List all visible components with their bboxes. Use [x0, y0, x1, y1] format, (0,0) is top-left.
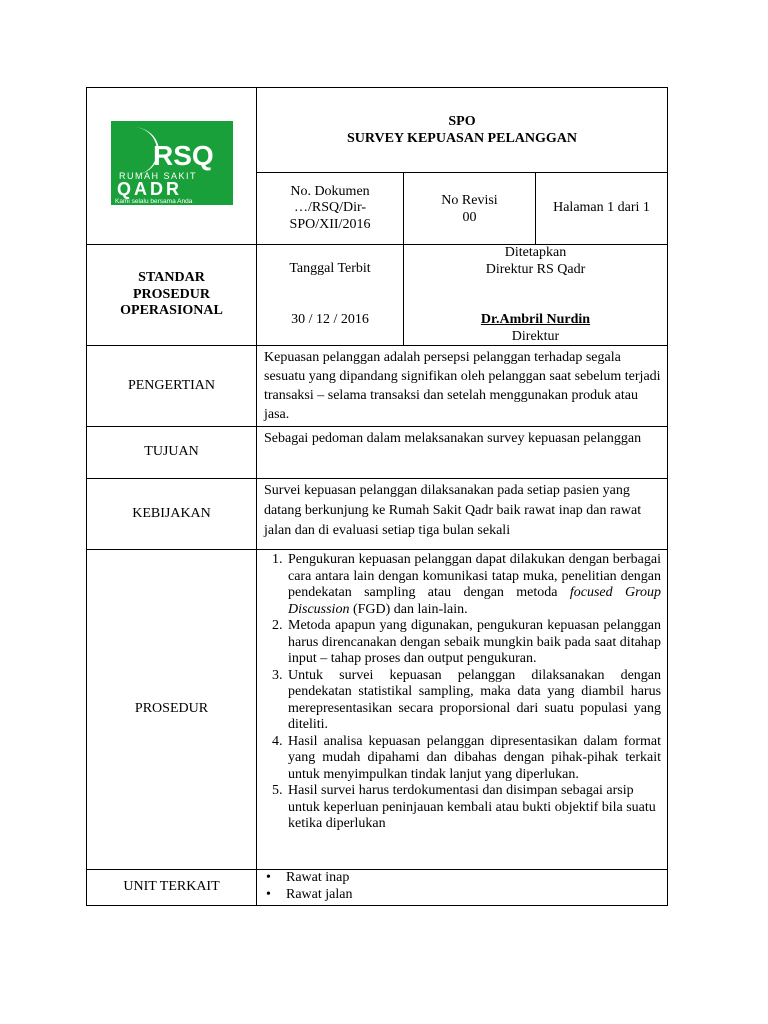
- direktur-rs-text: Direktur RS Qadr: [485, 261, 586, 277]
- kebijakan-content: [257, 479, 668, 550]
- document-title: [257, 88, 668, 173]
- pengertian-label: PENGERTIAN: [87, 346, 257, 427]
- standar-prosedur-cell: [87, 245, 257, 346]
- prosedur-list: [264, 552, 661, 833]
- halaman-cell: [536, 173, 668, 245]
- logo-rsq-text: RSQ: [152, 140, 214, 172]
- spo-table: [86, 87, 668, 906]
- unit-item-rawat-jalan: • Rawat jalan: [286, 887, 661, 904]
- tanggal-terbit-label: Tanggal Terbit: [289, 261, 371, 276]
- unit-list: [264, 870, 661, 903]
- logo-cell: [87, 88, 257, 245]
- rsq-logo: [111, 121, 233, 211]
- no-dokumen-cell: [257, 173, 404, 245]
- no-dokumen-label: No. Dokumen: [290, 183, 370, 199]
- tujuan-text: Sebagai pedoman dalam melaksanakan survey kepuasan pelanggan: [264, 431, 642, 446]
- prosedur-label: PROSEDUR: [87, 550, 257, 870]
- pengertian-text: Kepuasan pelanggan adalah persepsi pelanggan terhadap segala sesuatu yang dipandang signifikan oleh pelanggan saat sebelum terjadi transaksi – selama transaksi dan setelah menggunakan produk atau jasa.: [264, 350, 661, 422]
- prosedur-step-5: 5. Hasil survei harus terdokumentasi dan disimpan sebagai arsip untuk keperluan peninjauan kembali atau bukti objektif bila suatu ketika diperlukan: [286, 783, 661, 833]
- spo-document: [86, 87, 667, 906]
- logo-tagline-text: Kami selalu bersama Anda: [114, 198, 192, 206]
- tanggal-terbit-date: 30 / 12 / 2016: [291, 311, 369, 327]
- tujuan-content: [257, 427, 668, 479]
- no-revisi-label: No Revisi: [441, 193, 498, 208]
- title-spo: SPO: [448, 114, 476, 129]
- unit-terkait-content: [257, 870, 668, 906]
- title-survey: SURVEY KEPUASAN PELANGGAN: [347, 131, 578, 146]
- halaman-text: Halaman 1 dari 1: [553, 200, 650, 216]
- standar-line2: PROSEDUR: [132, 286, 210, 302]
- prosedur-step-1: 1. Pengukuran kepuasan pelanggan dapat dilakukan dengan berbagai cara antara lain dengan komunikasi tatap muka, penelitian dengan pendekatan sampling atau dengan metoda focused Group Discussion (FGD) dan lain-lain.: [286, 552, 661, 618]
- no-dokumen-value-1: …/RSQ/Dir-: [293, 200, 367, 216]
- ditetapkan-text: Ditetapkan: [504, 245, 567, 260]
- prosedur-content: [257, 550, 668, 870]
- no-dokumen-value-2: SPO/XII/2016: [289, 216, 371, 232]
- prosedur-step-4: 4. Hasil analisa kepuasan pelanggan dipresentasikan dalam format yang mudah dipahami dan dibahas dengan pihak-pihak terkait untuk menyimpulkan tindak lanjut yang diperlukan.: [286, 734, 661, 784]
- prosedur-step-3: 3. Untuk survei kepuasan pelanggan dilaksanakan dengan pendekatan statistikal sampling, maka data yang diambil harus merepresentasikan secara proporsional dari suatu populasi yang diteliti.: [286, 668, 661, 734]
- penetapan-cell: [404, 245, 668, 346]
- standar-line3: OPERASIONAL: [120, 303, 223, 319]
- prosedur-step-2: 2. Metoda apapun yang digunakan, pengukuran kepuasan pelanggan harus direncanakan dengan sebaik mungkin baik pada saat ditahap input – tahap proses dan output pengukuran.: [286, 618, 661, 668]
- fgd-italic: focused Group Discussion: [288, 585, 662, 617]
- logo-qadr-text: QADR: [116, 179, 182, 200]
- pengertian-content: [257, 346, 668, 427]
- signer-title: Direktur: [511, 328, 560, 344]
- kebijakan-label: KEBIJAKAN: [87, 479, 257, 550]
- no-revisi-value: 00: [462, 209, 477, 225]
- tujuan-label: TUJUAN: [87, 427, 257, 479]
- standar-line1: STANDAR: [138, 270, 205, 286]
- signer-name: Dr.Ambril Nurdin: [480, 312, 591, 327]
- tanggal-terbit-cell: [257, 245, 404, 346]
- kebijakan-text: Survei kepuasan pelanggan dilaksanakan pada setiap pasien yang datang berkunjung ke Rumah Sakit Qadr baik rawat inap dan rawat jalan dan di evaluasi setiap tiga bulan sekali: [264, 483, 642, 538]
- logo-rumah-sakit-text: RUMAH SAKIT: [118, 171, 197, 182]
- unit-terkait-label: UNIT TERKAIT: [87, 870, 257, 906]
- unit-item-rawat-inap: • Rawat inap: [286, 870, 661, 887]
- rsq-logo-icon: [111, 121, 233, 205]
- no-revisi-cell: [404, 173, 536, 245]
